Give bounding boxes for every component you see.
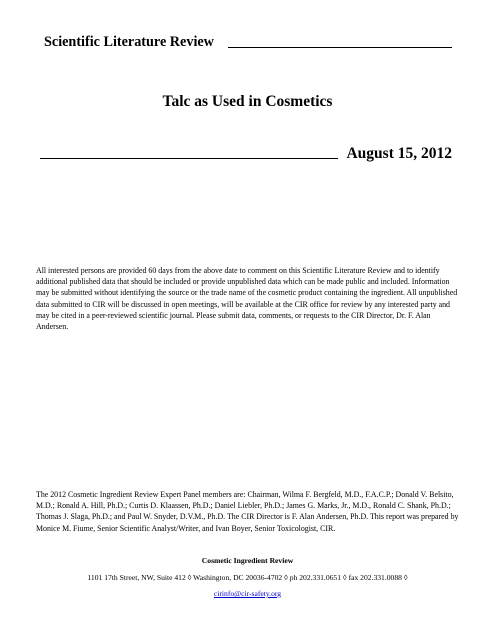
comment-notice-paragraph: All interested persons are provided 60 days from the above date to comment on this Scientific Literature Review and to identify additional published data that should be included or provide unpublished data which can be made public and included. Information may be submitted without identifying the source or the trade name of the cosmetic product containing the ingredient. All unpublished data submitted to CIR will be discussed in open meetings, will be available at the CIR office for review by any interested party and may be cited in a peer-reviewed scientific journal. Please submit data, comments, or requests to the CIR Director, Dr. F. Alan Andersen. <box>36 266 458 332</box>
footer-address: 1101 17th Street, NW, Suite 412 ◊ Washington, DC 20036-4702 ◊ ph 202.331.0651 ◊ fax 202.331.0088 ◊ <box>87 573 408 582</box>
expert-panel-paragraph: The 2012 Cosmetic Ingredient Review Expert Panel members are: Chairman, Wilma F. Bergfeld, M.D., F.A.C.P.; Donald V. Belsito, M.D.; Ronald A. Hill, Ph.D.; Curtis D. Klaassen, Ph.D.; Daniel Liebler, Ph.D.; James G. Marks, Jr., M.D., Ronald C. Shank, Ph.D.; Thomas J. Slaga, Ph.D.; and Paul W. Snyder, D.V.M., Ph.D. The CIR Director is F. Alan Andersen, Ph.D. This report was prepared by Monice M. Fiume, Senior Scientific Analyst/Writer, and Ivan Boyer, Senior Toxicologist, CIR. <box>36 490 459 533</box>
footer-email <box>0 589 495 598</box>
review-header <box>44 34 452 51</box>
email-link[interactable]: cirinfo@cir-safety.org <box>213 589 282 598</box>
date-header <box>40 145 452 163</box>
document-date: August 15, 2012 <box>346 145 452 162</box>
document-title: Talc as Used in Cosmetics <box>162 93 333 110</box>
date-rule <box>40 158 338 159</box>
footer-organization: Cosmetic Ingredient Review <box>201 556 294 565</box>
header-rule <box>228 47 452 48</box>
review-label: Scientific Literature Review <box>44 34 214 50</box>
